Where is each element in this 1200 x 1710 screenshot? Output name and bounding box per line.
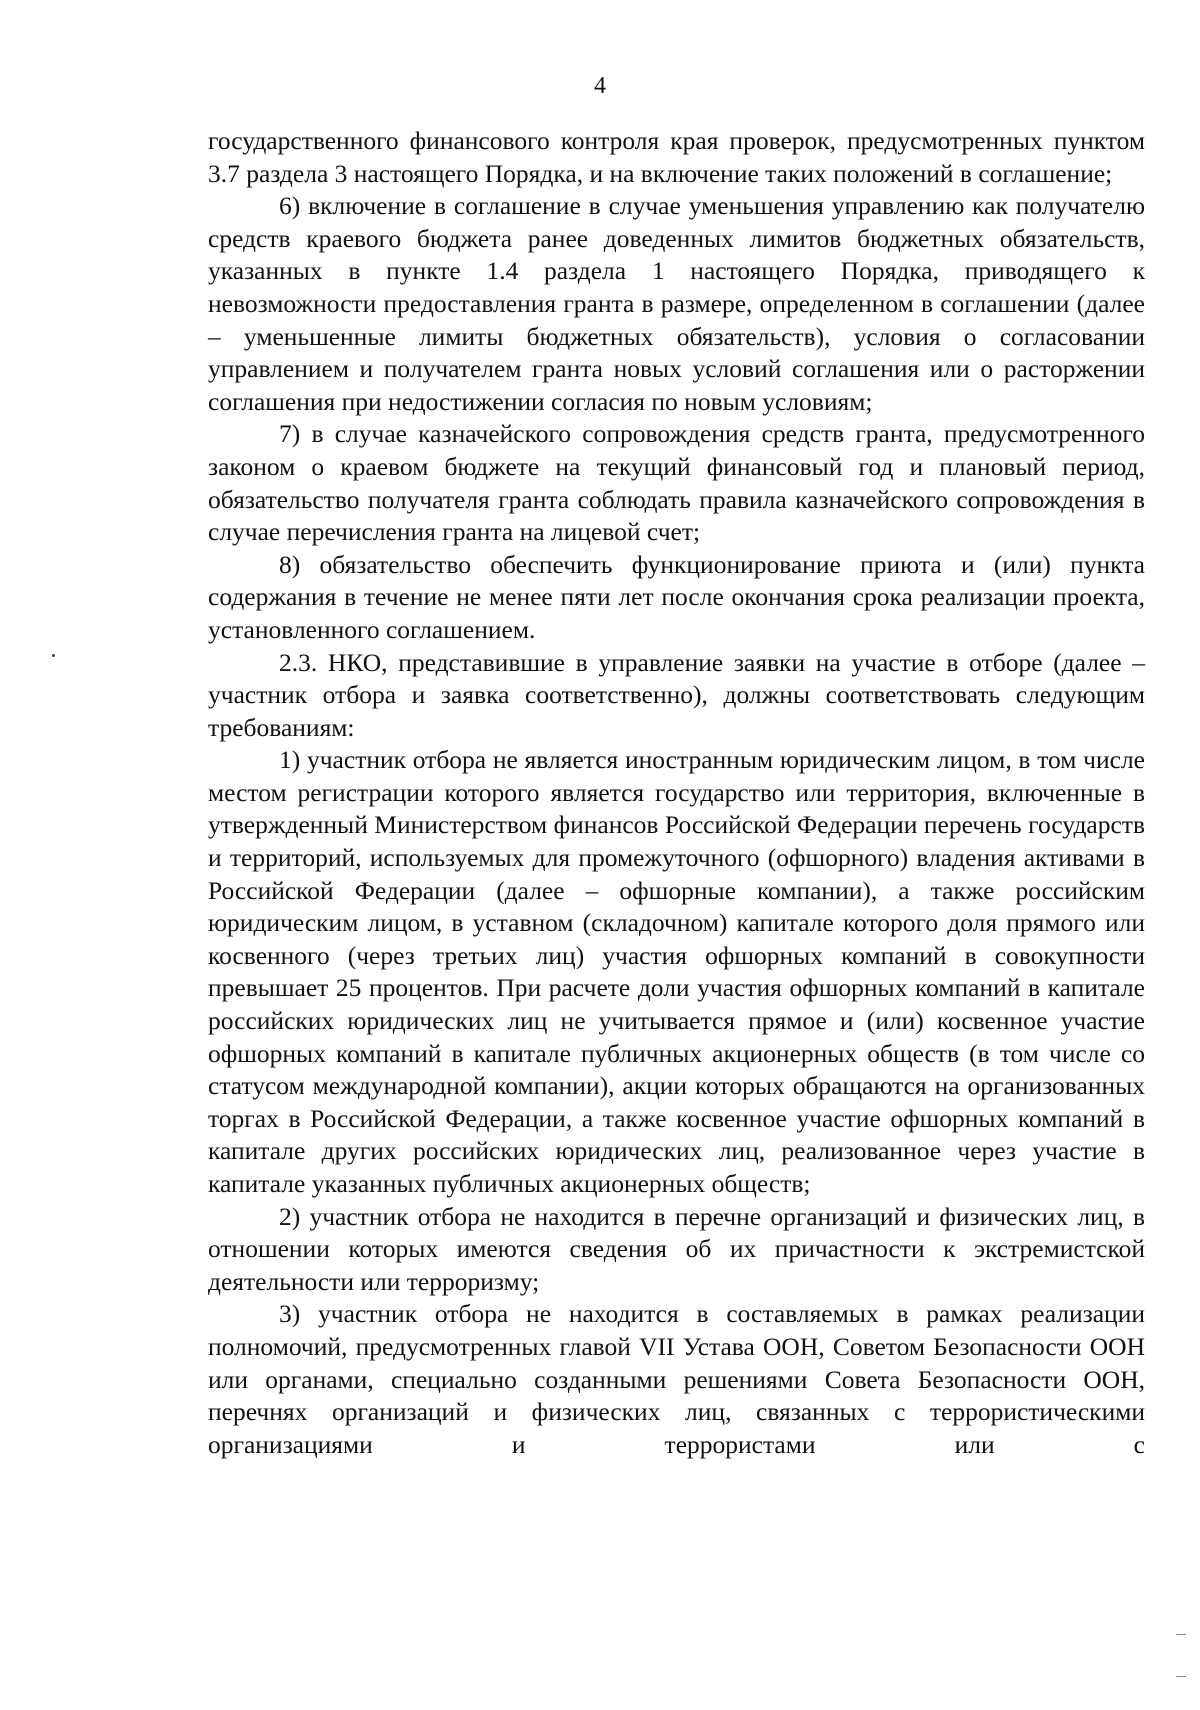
paragraph-item-7: 7) в случае казначейского сопровождения средств гранта, предусмотренного законом о краевом бюджете на текущий финансовый год и плановый период, обязательство получателя гранта соблюдать правила казначейского сопровождения в случае перечисления гранта на лицевой счет; <box>208 419 1145 547</box>
paragraph-item-8: 8) обязательство обеспечить функционирование приюта и (или) пункта содержания в течение не менее пяти лет после окончания срока реализации проекта, установленного соглашением. <box>208 549 1145 644</box>
paragraph-requirement-3: 3) участник отбора не находится в составляемых в рамках реализации полномочий, предусмотренных главой VII Устава ООН, Советом Безопасности ООН или органами, специально созданными решениями Совета Безопасности ООН, перечнях организаций и физических лиц, связанных с террористическими организациями и террористами или с <box>208 1299 1145 1459</box>
document-body <box>208 125 1145 1461</box>
paragraph-requirement-1: 1) участник отбора не является иностранным юридическим лицом, в том числе местом регистрации которого является государство или территория, включенные в утвержденный Министерством финансов Российской Федерации перечень государств и территорий, используемых для промежуточного (офшорного) владения активами в Российской Федерации (далее – офшорные компании), а также российским юридическим лицом, в уставном (складочном) капитале которого доля прямого или косвенного (через третьих лиц) участия офшорных компаний в совокупности превышает 25 процентов. При расчете доли участия офшорных компаний в капитале российских юридических лиц не учитывается прямое и (или) косвенное участие офшорных компаний в капитале публичных акционерных обществ (в том числе со статусом международной компании), акции которых обращаются на организованных торгах в Российской Федерации, а также косвенное участие офшорных компаний в капитале других российских юридических лиц, реализованное через участие в капитале указанных публичных акционерных обществ; <box>208 745 1145 1198</box>
scan-edge-mark <box>1176 1634 1186 1635</box>
paragraph-requirement-2: 2) участник отбора не находится в перечне организаций и физических лиц, в отношении которых имеются сведения об их причастности к экстремистской деятельности или терроризму; <box>208 1201 1145 1296</box>
paragraph-control-continuation: государственного финансового контроля края проверок, предусмотренных пунктом 3.7 раздела 3 настоящего Порядка, и на включение таких положений в соглашение; <box>208 126 1145 188</box>
scan-speck <box>52 654 55 657</box>
page-number: 4 <box>594 73 606 99</box>
scan-edge-mark <box>1176 1676 1186 1677</box>
paragraph-item-6: 6) включение в соглашение в случае уменьшения управлению как получателю средств краевого бюджета ранее доведенных лимитов бюджетных обязательств, указанных в пункте 1.4 раздела 1 настоящего Порядка, приводящего к невозможности предоставления гранта в размере, определенном в соглашении (далее – уменьшенные лимиты бюджетных обязательств), условия о согласовании управлением и получателем гранта новых условий соглашения или о расторжении соглашения при недостижении согласия по новым условиям; <box>208 191 1145 416</box>
paragraph-section-2-3: 2.3. НКО, представившие в управление заявки на участие в отборе (далее – участник отбора и заявка соответственно), должны соответствовать следующим требованиям: <box>208 647 1145 742</box>
